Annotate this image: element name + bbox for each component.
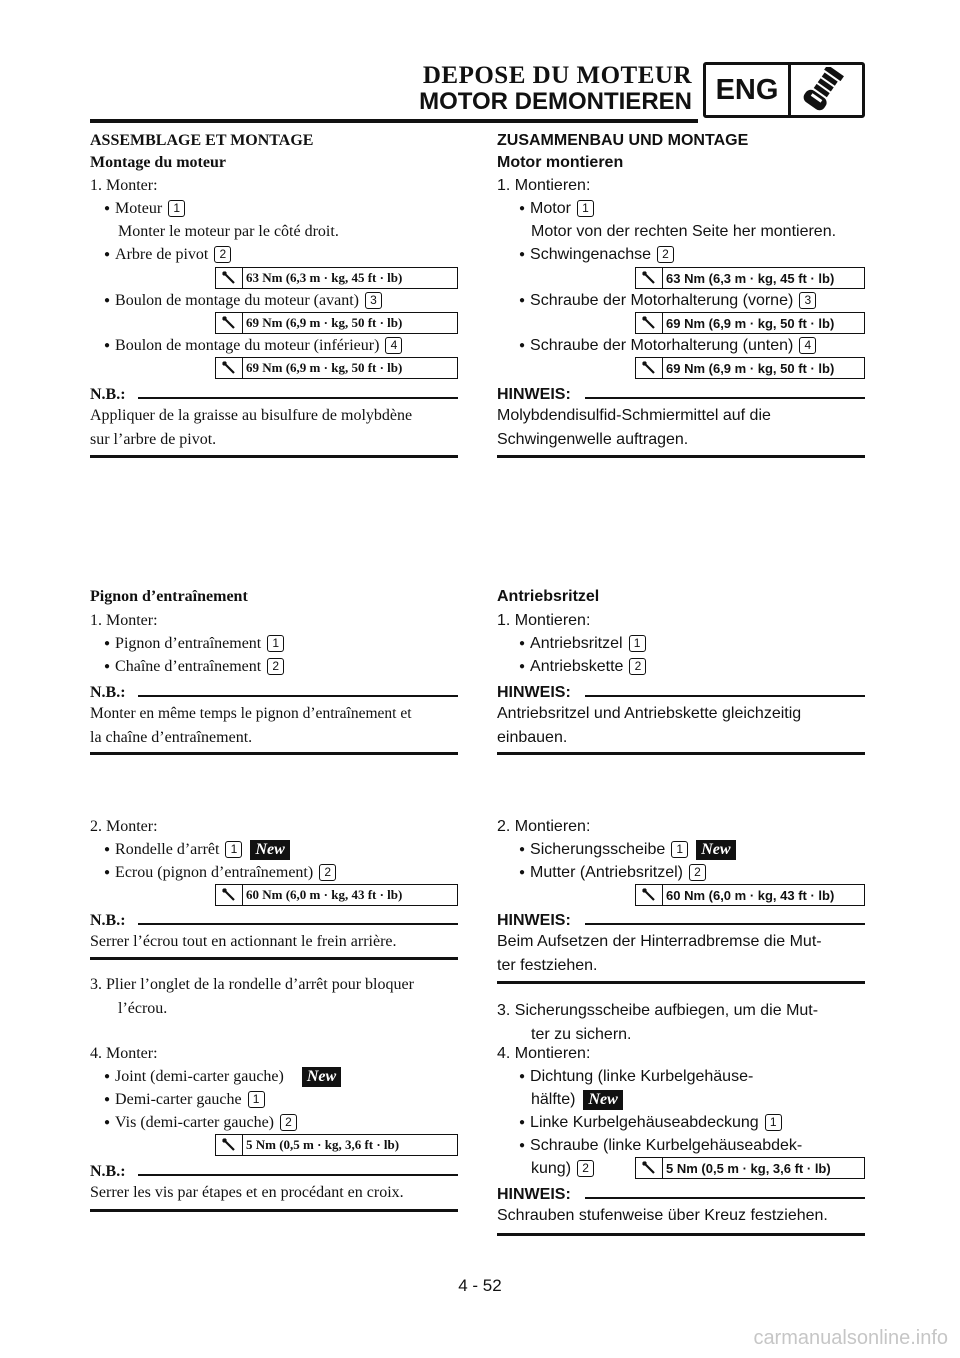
header-title-fr: DEPOSE DU MOTEUR — [422, 62, 692, 89]
note-text-l2: ter festziehen. — [497, 957, 598, 974]
step-4: 4. Monter: — [90, 1045, 158, 1062]
callout-number: 1 — [225, 841, 242, 858]
torque-wrench-icon — [216, 885, 243, 905]
note-text-l1: Schrauben stufenweise über Kreuz festziehen. — [497, 1207, 828, 1224]
note-text-l1: Beim Aufsetzen der Hinterradbremse die Mut- — [497, 933, 822, 950]
subheading-engine-mounting: Motor montieren — [497, 154, 624, 171]
torque-wrench-icon — [216, 358, 243, 378]
torque-spec — [215, 1134, 458, 1156]
torque-wrench-icon — [636, 358, 663, 378]
note-label: HINWEIS: — [497, 386, 571, 403]
bullet-text: Demi-carter gauche — [115, 1091, 242, 1108]
bullet-drive-chain — [519, 656, 646, 680]
note-end-rule — [90, 957, 458, 960]
bullet-drive-sprocket — [104, 633, 284, 657]
bullet-nut — [104, 862, 336, 886]
subheading-engine-mounting: Montage du moteur — [90, 154, 226, 171]
torque-spec — [215, 357, 458, 379]
torque-spec — [215, 267, 458, 289]
step-3-l1: 3. Plier l’onglet de la rondelle d’arrêt pour bloquer — [90, 976, 414, 993]
bullet-text: Dichtung (linke Kurbelgehäuse- — [530, 1068, 754, 1085]
callout-number: 4 — [385, 337, 402, 354]
step-3-l2: ter zu sichern. — [531, 1026, 632, 1043]
bullet-engine — [104, 198, 185, 222]
step-3-l1: 3. Sicherungsscheibe aufbiegen, um die Mut- — [497, 1002, 819, 1019]
step-3-l2: l’écrou. — [118, 1000, 168, 1017]
note-label: N.B.: — [90, 1163, 126, 1180]
bullet-text: hälfte) — [531, 1091, 576, 1108]
callout-number: 2 — [214, 246, 231, 263]
bullet-text: Ecrou (pignon d’entraînement) — [115, 864, 314, 881]
note-label: HINWEIS: — [497, 1186, 571, 1203]
callout-number: 2 — [577, 1160, 594, 1177]
new-part-badge: New — [696, 840, 735, 860]
step-1: 1. Monter: — [90, 612, 158, 629]
page-number: 4 - 52 — [458, 1276, 502, 1295]
torque-spec — [635, 312, 865, 334]
section-title: ZUSAMMENBAU UND MONTAGE — [497, 132, 749, 149]
step-2: 2. Montieren: — [497, 818, 591, 835]
bullet-lock-washer — [519, 839, 736, 863]
callout-number: 1 — [671, 841, 688, 858]
new-part-badge: New — [302, 1067, 341, 1087]
torque-value: 5 Nm (0,5 m · kg, 3,6 ft · lb) — [666, 1160, 831, 1176]
subheading-drive-sprocket: Antriebsritzel — [497, 588, 600, 605]
bullet-text: Chaîne d’entraînement — [115, 658, 262, 675]
callout-number: 2 — [319, 864, 336, 881]
note-text-l1: Molybdendisulfid-Schmiermittel auf die — [497, 407, 771, 424]
note-end-rule — [497, 1233, 865, 1236]
note-text-l1: Serrer l’écrou tout en actionnant le frein arrière. — [90, 933, 397, 950]
bullet-text: Linke Kurbelgehäuseabdeckung — [530, 1114, 759, 1131]
bullet-front-bolt — [519, 290, 816, 314]
step-4: 4. Montieren: — [497, 1045, 591, 1062]
bullet-text: Schraube der Motorhalterung (unten) — [530, 337, 794, 354]
watermark: carmanualsonline.info — [753, 1327, 948, 1349]
bullet-gasket — [104, 1066, 341, 1090]
torque-value: 69 Nm (6,9 m · kg, 50 ft · lb) — [246, 315, 403, 330]
torque-value: 5 Nm (0,5 m · kg, 3,6 ft · lb) — [246, 1137, 400, 1152]
bullet-text: Arbre de pivot — [115, 246, 209, 263]
torque-wrench-icon — [216, 313, 243, 333]
step-1: 1. Montieren: — [497, 612, 591, 629]
bullet-text: Moteur — [115, 200, 163, 217]
bullet-front-bolt — [104, 290, 382, 314]
bullet-text: Schraube (linke Kurbelgehäuseabdek- — [530, 1137, 803, 1154]
bullet-swingarm-axle — [519, 244, 674, 268]
callout-number: 1 — [248, 1091, 265, 1108]
note-label: N.B.: — [90, 912, 126, 929]
header-rule — [90, 119, 698, 123]
note-text-l1: Antriebsritzel und Antriebskette gleichzeitig — [497, 705, 802, 722]
bullet-text: Antriebsritzel — [530, 635, 623, 652]
bullet-drive-chain — [104, 656, 284, 680]
torque-wrench-icon — [216, 268, 243, 288]
torque-wrench-icon — [636, 1158, 663, 1178]
torque-spec — [635, 884, 865, 906]
step-1: 1. Monter: — [90, 177, 158, 194]
eng-badge — [703, 62, 865, 118]
callout-number: 1 — [267, 635, 284, 652]
torque-wrench-icon — [636, 885, 663, 905]
bullet-text: Rondelle d’arrêt — [115, 841, 220, 858]
bullet-lower-bolt — [104, 335, 402, 359]
bullet-text: Joint (demi-carter gauche) — [115, 1068, 284, 1085]
note-end-rule — [497, 752, 865, 755]
torque-value: 69 Nm (6,9 m · kg, 50 ft · lb) — [666, 315, 835, 331]
note-text-l2: la chaîne d’entraînement. — [90, 729, 253, 746]
note-label: N.B.: — [90, 684, 126, 701]
note-end-rule — [497, 455, 865, 458]
bullet-lower-bolt — [519, 335, 816, 359]
torque-wrench-icon — [636, 313, 663, 333]
note-label: HINWEIS: — [497, 912, 571, 929]
note-end-rule — [90, 455, 458, 458]
callout-number: 1 — [765, 1114, 782, 1131]
engine-icon — [791, 65, 862, 115]
torque-value: 60 Nm (6,0 m · kg, 43 ft · lb) — [246, 887, 403, 902]
callout-number: 1 — [577, 200, 594, 217]
callout-number: 2 — [689, 864, 706, 881]
bullet-engine — [519, 198, 594, 222]
note-end-rule — [90, 1209, 458, 1212]
new-part-badge: New — [250, 840, 289, 860]
torque-spec — [215, 312, 458, 334]
bullet-note: Motor von der rechten Seite her montieren. — [531, 223, 837, 240]
torque-wrench-icon — [216, 1135, 243, 1155]
bullet-text: Pignon d’entraînement — [115, 635, 262, 652]
bullet-drive-sprocket — [519, 633, 646, 657]
bullet-crankcase — [104, 1089, 265, 1113]
callout-number: 1 — [629, 635, 646, 652]
bullet-text: Sicherungsscheibe — [530, 841, 666, 858]
step-2: 2. Monter: — [90, 818, 158, 835]
callout-number: 2 — [267, 658, 284, 675]
note-text-l1: Serrer les vis par étapes et en procédant en croix. — [90, 1184, 404, 1201]
bullet-text: Vis (demi-carter gauche) — [115, 1114, 274, 1131]
callout-number: 4 — [799, 337, 816, 354]
callout-number: 2 — [629, 658, 646, 675]
torque-value: 63 Nm (6,3 m · kg, 45 ft · lb) — [666, 270, 835, 286]
bullet-gasket — [519, 1066, 753, 1090]
callout-number: 2 — [280, 1114, 297, 1131]
bullet-lock-washer — [104, 839, 290, 863]
section-title: ASSEMBLAGE ET MONTAGE — [90, 132, 314, 149]
bullet-text: Schraube der Motorhalterung (vorne) — [530, 292, 794, 309]
bullet-gasket-cont — [531, 1089, 623, 1111]
torque-spec — [215, 884, 458, 906]
torque-value: 69 Nm (6,9 m · kg, 50 ft · lb) — [666, 360, 835, 376]
bullet-screw-cont — [531, 1158, 594, 1180]
bullet-text: Boulon de montage du moteur (avant) — [115, 292, 359, 309]
new-part-badge: New — [583, 1090, 622, 1110]
bullet-text: Mutter (Antriebsritzel) — [530, 864, 683, 881]
header-title-de: MOTOR DEMONTIEREN — [419, 88, 692, 115]
bullet-text: Antriebskette — [530, 658, 624, 675]
torque-value: 60 Nm (6,0 m · kg, 43 ft · lb) — [666, 887, 835, 903]
note-text-l2: einbauen. — [497, 729, 568, 746]
bullet-screw — [519, 1135, 802, 1159]
note-text-l1: Monter en même temps le pignon d’entraînement et — [90, 705, 412, 722]
note-end-rule — [90, 752, 458, 755]
bullet-text: kung) — [531, 1160, 572, 1177]
torque-value: 63 Nm (6,3 m · kg, 45 ft · lb) — [246, 270, 403, 285]
torque-spec — [635, 357, 865, 379]
torque-spec — [635, 1157, 865, 1179]
callout-number: 2 — [657, 246, 674, 263]
callout-number: 3 — [365, 292, 382, 309]
note-label: N.B.: — [90, 386, 126, 403]
bullet-note: Monter le moteur par le côté droit. — [118, 223, 339, 240]
bullet-text: Motor — [530, 200, 571, 217]
bullet-crankcase-cover — [519, 1112, 782, 1136]
eng-badge-label: ENG — [706, 65, 791, 115]
bullet-screw — [104, 1112, 297, 1136]
bullet-pivot-shaft — [104, 244, 231, 268]
bullet-text: Boulon de montage du moteur (inférieur) — [115, 337, 380, 354]
callout-number: 3 — [799, 292, 816, 309]
note-label: HINWEIS: — [497, 684, 571, 701]
torque-spec — [635, 267, 865, 289]
note-text-l2: Schwingenwelle auftragen. — [497, 431, 689, 448]
note-text-l2: sur l’arbre de pivot. — [90, 431, 217, 448]
note-end-rule — [497, 981, 865, 984]
torque-value: 69 Nm (6,9 m · kg, 50 ft · lb) — [246, 360, 403, 375]
subheading-drive-sprocket: Pignon d’entraînement — [90, 588, 248, 605]
step-1: 1. Montieren: — [497, 177, 591, 194]
bullet-text: Schwingenachse — [530, 246, 652, 263]
note-text-l1: Appliquer de la graisse au bisulfure de molybdène — [90, 407, 413, 424]
torque-wrench-icon — [636, 268, 663, 288]
bullet-nut — [519, 862, 706, 886]
callout-number: 1 — [168, 200, 185, 217]
